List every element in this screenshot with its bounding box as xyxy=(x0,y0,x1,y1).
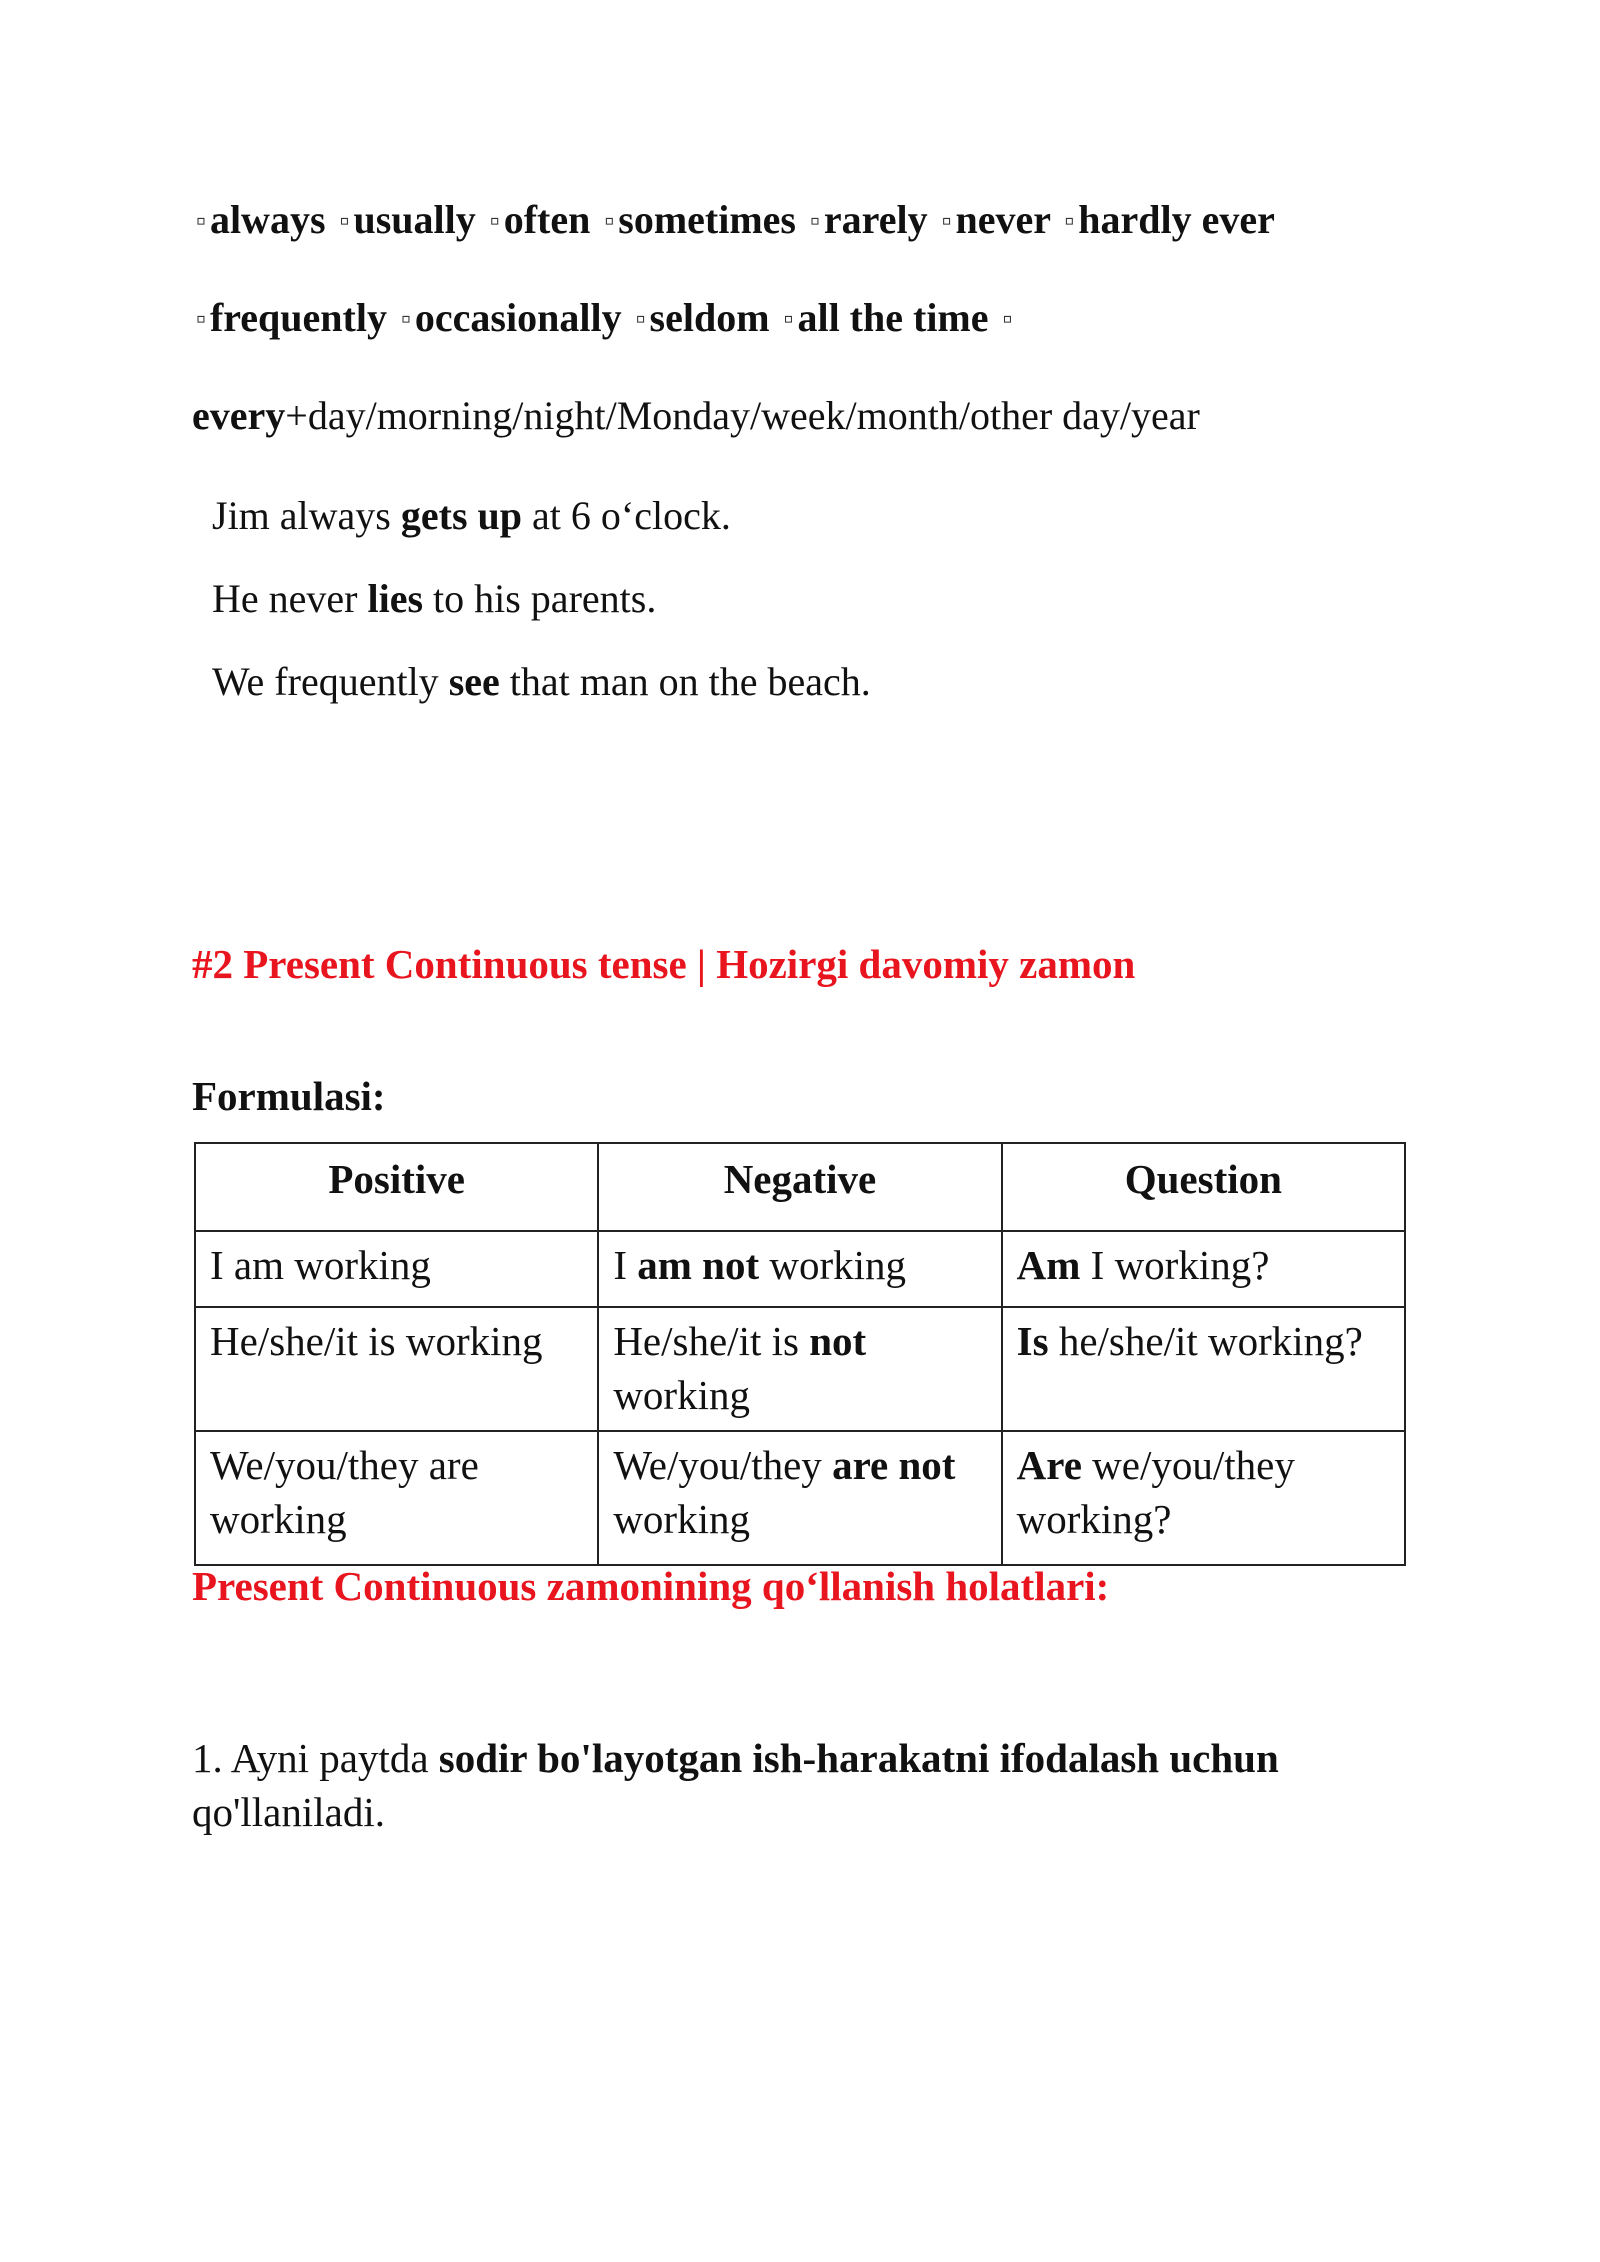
usage-item-1 xyxy=(192,1731,1412,1839)
tense-formula-table xyxy=(194,1142,1406,1566)
table-row xyxy=(195,1307,1405,1431)
bullet-square-icon: ▫ xyxy=(400,304,411,335)
bullet-square-icon: ▫ xyxy=(941,206,952,237)
table-header-row xyxy=(195,1143,1405,1231)
adverb-list-line-2 xyxy=(192,294,1016,341)
header-negative: Negative xyxy=(598,1143,1001,1231)
cell-bold-text: Is xyxy=(1016,1318,1049,1364)
example-verb: gets up xyxy=(400,493,523,538)
adverb-item: sometimes xyxy=(618,197,796,242)
cell-bold-text: are not xyxy=(832,1442,956,1488)
cell-negative xyxy=(598,1431,1001,1565)
bullet-square-icon: ▫ xyxy=(489,206,500,237)
table-row xyxy=(195,1431,1405,1565)
cell-bold-text: Are xyxy=(1016,1442,1082,1488)
every-suffix-list: +day/morning/night/Monday/week/month/other day/year xyxy=(285,393,1200,438)
example-verb: see xyxy=(448,659,500,704)
usage-heading: Present Continuous zamonining qo‘llanish holatlari: xyxy=(192,1563,1110,1609)
adverb-item: seldom xyxy=(649,295,770,340)
header-question: Question xyxy=(1002,1143,1405,1231)
cell-bold-text: Am xyxy=(1016,1242,1081,1288)
cell-question xyxy=(1002,1307,1405,1431)
adverb-item: occasionally xyxy=(414,295,622,340)
cell-negative xyxy=(598,1307,1001,1431)
usage-text: qo'llaniladi. xyxy=(192,1789,385,1835)
cell-text: We/you/they xyxy=(613,1442,833,1488)
adverb-item: usually xyxy=(353,197,476,242)
cell-text: he/she/it working? xyxy=(1048,1318,1363,1364)
example-sentence-1 xyxy=(212,492,731,539)
example-text: to his parents. xyxy=(423,576,657,621)
bullet-square-icon: ▫ xyxy=(1002,304,1013,335)
cell-text: working xyxy=(613,1372,750,1418)
adverb-item: hardly ever xyxy=(1078,197,1275,242)
cell-text: I xyxy=(613,1242,638,1288)
cell-text: We/you/they are working xyxy=(210,1442,479,1542)
adverb-item: often xyxy=(503,197,591,242)
adverb-item: all the time xyxy=(797,295,989,340)
example-sentence-3 xyxy=(212,658,871,705)
every-time-expressions xyxy=(192,392,1200,439)
cell-text: working xyxy=(613,1496,750,1542)
every-keyword: every xyxy=(192,393,286,438)
cell-negative xyxy=(598,1231,1001,1307)
adverb-item: never xyxy=(955,197,1051,242)
adverb-item: frequently xyxy=(209,295,387,340)
cell-text: working xyxy=(759,1242,906,1288)
section-heading: #2 Present Continuous tense | Hozirgi davomiy zamon xyxy=(192,941,1136,987)
cell-positive xyxy=(195,1231,598,1307)
cell-positive xyxy=(195,1307,598,1431)
cell-text: I am working xyxy=(210,1242,431,1288)
example-text: at 6 o‘clock. xyxy=(522,493,731,538)
example-text: Jim always xyxy=(212,493,401,538)
cell-text: we/you/they working? xyxy=(1016,1442,1295,1542)
table-row xyxy=(195,1231,1405,1307)
header-positive: Positive xyxy=(195,1143,598,1231)
bullet-square-icon: ▫ xyxy=(809,206,820,237)
bullet-square-icon: ▫ xyxy=(196,206,206,237)
bullet-square-icon: ▫ xyxy=(604,206,615,237)
bullet-square-icon: ▫ xyxy=(635,304,646,335)
cell-bold-text: am not xyxy=(637,1242,760,1288)
cell-positive xyxy=(195,1431,598,1565)
cell-question xyxy=(1002,1431,1405,1565)
adverb-list-line-1 xyxy=(192,196,1275,243)
bullet-square-icon: ▫ xyxy=(196,304,206,335)
cell-text: I working? xyxy=(1080,1242,1270,1288)
cell-bold-text: not xyxy=(809,1318,867,1364)
usage-bold-text: sodir bo'layotgan ish-harakatni ifodalash uchun xyxy=(438,1735,1279,1781)
adverb-item: always xyxy=(209,197,326,242)
usage-text: 1. Ayni paytda xyxy=(192,1735,439,1781)
bullet-square-icon: ▫ xyxy=(1064,206,1075,237)
bullet-square-icon: ▫ xyxy=(339,206,350,237)
example-verb: lies xyxy=(367,576,424,621)
example-text: that man on the beach. xyxy=(499,659,871,704)
cell-text: He/she/it is xyxy=(613,1318,810,1364)
example-text: We frequently xyxy=(212,659,449,704)
adverb-item: rarely xyxy=(823,197,928,242)
example-text: He never xyxy=(212,576,368,621)
cell-text: He/she/it is working xyxy=(210,1318,543,1364)
formula-label: Formulasi: xyxy=(192,1073,386,1119)
example-sentence-2 xyxy=(212,575,656,622)
cell-question xyxy=(1002,1231,1405,1307)
bullet-square-icon: ▫ xyxy=(783,304,794,335)
